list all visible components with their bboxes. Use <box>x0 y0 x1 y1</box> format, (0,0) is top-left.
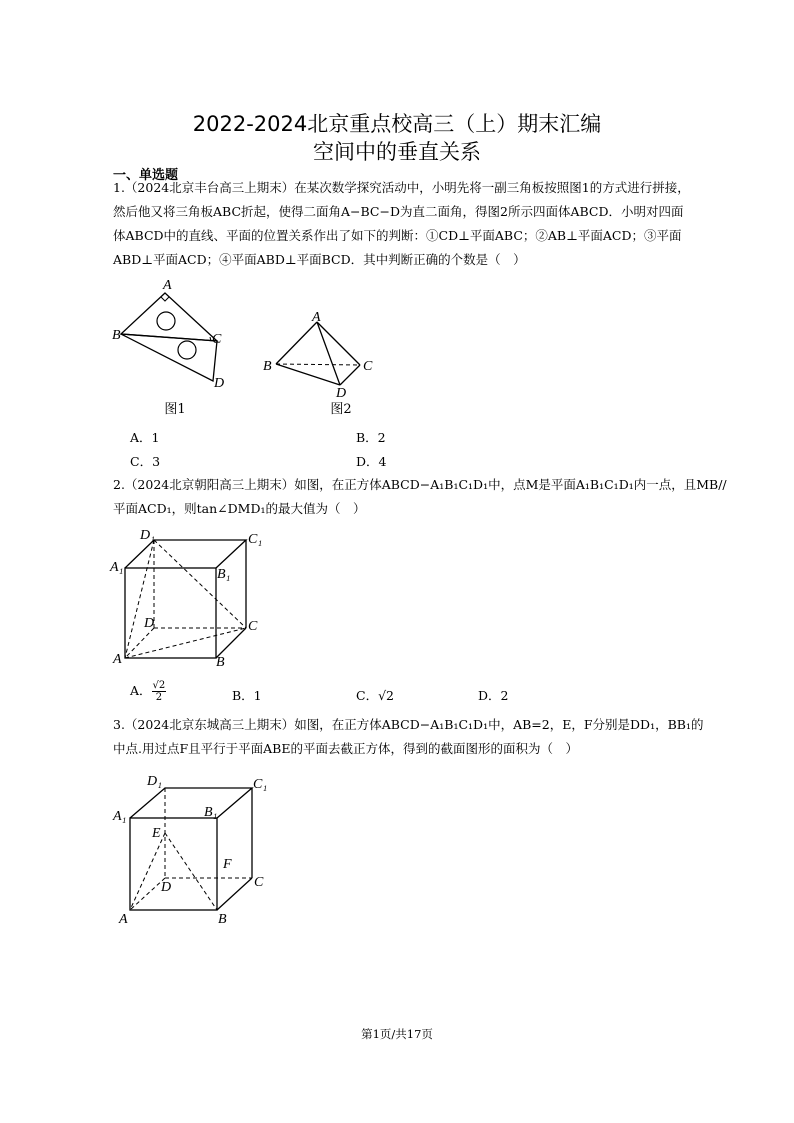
question-3-line: 中点.用过点F且平行于平面ABE的平面去截正方体，得到的截面图形的面积为（ ） <box>113 741 578 756</box>
fig1-label: C <box>212 332 222 347</box>
cube2-label: C₁ <box>248 532 263 547</box>
cube3-label: A <box>119 912 128 927</box>
question-1-line: 体ABCD中的直线、平面的位置关系作出了如下的判断：①CD⊥平面ABC；②AB⊥平面ACD；③平面 <box>113 228 682 243</box>
fig2-label: B <box>263 359 272 374</box>
question-1-line: ABD⊥平面ACD；④平面ABD⊥平面BCD．其中判断正确的个数是（ ） <box>113 252 526 267</box>
figure-2-tetrahedron <box>258 305 378 400</box>
fig2-label: D <box>336 386 347 400</box>
fig2-label: C <box>363 359 373 374</box>
fig1-label: D <box>214 376 225 391</box>
cube3-label: B₁ <box>204 805 218 820</box>
option-a[interactable] <box>130 680 166 703</box>
cube2-label: A <box>113 652 122 667</box>
cube3-label: A₁ <box>113 809 127 824</box>
figure-cube-q3 <box>110 768 275 928</box>
question-2-line: 平面ACD₁，则tan∠DMD₁的最大值为（ ） <box>113 501 366 516</box>
cube3-label: D <box>161 880 172 895</box>
cube3-label: F <box>223 857 232 872</box>
option-d[interactable]: D．4 <box>356 454 387 469</box>
figure-1-caption: 图1 <box>164 402 186 417</box>
fig1-label: A <box>163 278 172 293</box>
cube2-label: A₁ <box>110 560 124 575</box>
question-2 <box>113 473 727 521</box>
cube3-label: E <box>152 826 161 841</box>
option-a-prefix: A． <box>130 683 152 698</box>
section-heading: 一、单选题 <box>113 168 179 183</box>
question-3 <box>113 713 703 761</box>
page-title-line1: 2022-2024北京重点校高三（上）期末汇编 <box>192 112 602 136</box>
figure-2-caption: 图2 <box>330 402 352 417</box>
cube2-label: D <box>144 616 155 631</box>
question-1-line: 1.（2024北京丰台高三上期末）在某次数学探究活动中，小明先将一副三角板按照图1的方式进行拼接， <box>113 180 690 195</box>
fig2-label: A <box>312 310 321 325</box>
figure-1-set-squares <box>110 275 230 400</box>
cube2-label: B <box>216 655 225 670</box>
figure-cube-q2 <box>108 525 268 670</box>
question-2-line: 2.（2024北京朝阳高三上期末）如图，在正方体ABCD−A₁B₁C₁D₁中，点M是平面A₁B₁C₁D₁内一点，且MB// <box>113 477 727 492</box>
option-a[interactable]: A．1 <box>130 430 160 445</box>
question-1 <box>113 176 690 272</box>
cube2-label: D₁ <box>140 528 155 543</box>
cube3-label: D₁ <box>147 774 162 789</box>
fraction <box>152 680 167 703</box>
option-b[interactable]: B．1 <box>232 688 262 703</box>
page-title-line2: 空间中的垂直关系 <box>313 140 481 164</box>
fig1-label: B <box>112 328 121 343</box>
option-d[interactable]: D．2 <box>478 688 509 703</box>
fraction-denominator: 2 <box>155 692 163 703</box>
option-b[interactable]: B．2 <box>356 430 386 445</box>
option-c[interactable]: C．√2 <box>356 688 394 703</box>
question-3-line: 3.（2024北京东城高三上期末）如图，在正方体ABCD−A₁B₁C₁D₁中，AB=2，E，F分别是DD₁，BB₁的 <box>113 717 704 732</box>
cube3-label: B <box>218 912 227 927</box>
cube3-label: C₁ <box>253 777 268 792</box>
page-footer: 第1页/共17页 <box>361 1027 433 1041</box>
cube3-label: C <box>254 875 264 890</box>
question-1-line: 然后他又将三角板ABC折起，使得二面角A−BC−D为直二面角，得图2所示四面体ABCD．小明对四面 <box>113 204 684 219</box>
fraction-numerator: √2 <box>152 680 166 691</box>
cube2-label: B₁ <box>217 567 231 582</box>
option-c[interactable]: C．3 <box>130 454 161 469</box>
cube2-label: C <box>248 619 258 634</box>
